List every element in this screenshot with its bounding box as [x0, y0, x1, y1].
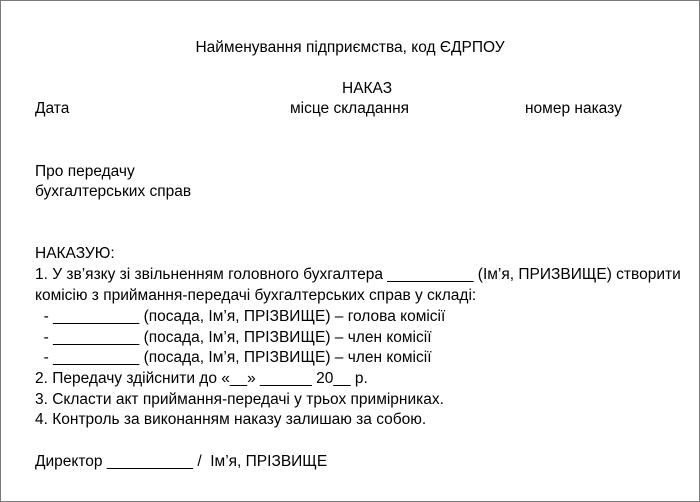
commission-member-chair: - __________ (посада, Ім’я, ПРІЗВИЩЕ) – голова комісії — [35, 308, 446, 325]
signature-line: Директор __________ / Ім’я, ПРІЗВИЩЕ — [35, 453, 328, 470]
company-name-line: Найменування підприємства, код ЄДРПОУ — [195, 39, 505, 56]
document-title: НАКАЗ — [342, 80, 393, 97]
place-label: місце складання — [290, 100, 410, 117]
item-2: 2. Передачу здійснити до «__» ______ 20__ р. — [35, 370, 368, 387]
date-label: Дата — [35, 100, 70, 117]
item-3: 3. Скласти акт приймання-передачі у трьох примірниках. — [35, 391, 444, 408]
order-word: НАКАЗУЮ: — [35, 245, 115, 262]
item-1-line-1: 1. У зв’язку зі звільненням головного бухгалтера __________ (Ім’я, ПРИЗВИЩЕ) створити — [35, 266, 681, 283]
item-1-line-2: комісію з приймання-передачі бухгалтерських справ у складі: — [35, 287, 477, 304]
commission-member: - __________ (посада, Ім’я, ПРІЗВИЩЕ) – член комісії — [35, 329, 432, 346]
item-4: 4. Контроль за виконанням наказу залишаю за собою. — [35, 411, 427, 428]
subject-line-1: Про передачу — [35, 163, 135, 180]
order-number-label: номер наказу — [525, 100, 622, 117]
subject-line-2: бухгалтерських справ — [35, 183, 192, 200]
commission-member: - __________ (посада, Ім’я, ПРІЗВИЩЕ) – член комісії — [35, 349, 432, 366]
